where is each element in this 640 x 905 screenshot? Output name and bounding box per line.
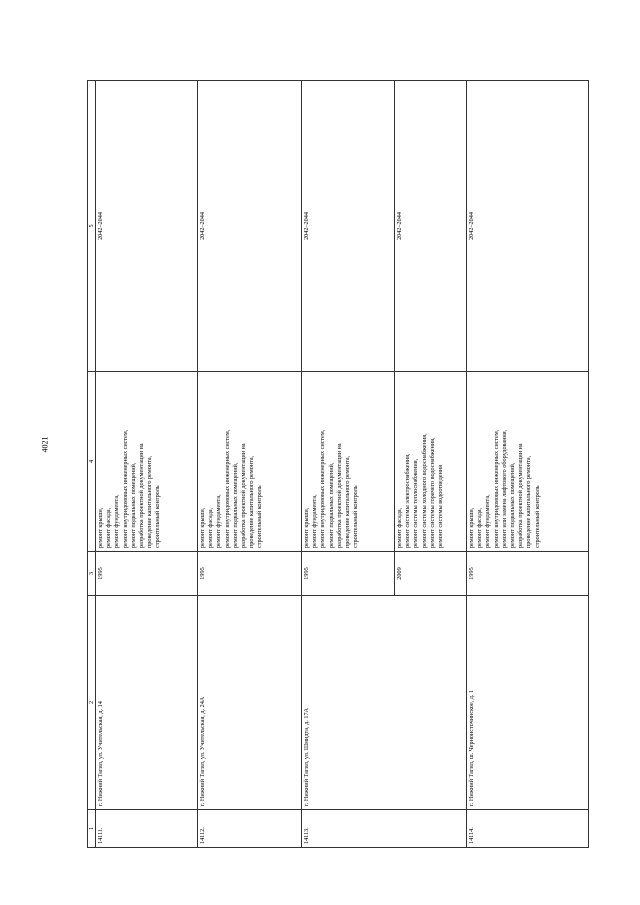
works-cell bbox=[395, 372, 467, 552]
work-item: ремонт крыши, bbox=[199, 507, 206, 548]
work-item: строительный контроль bbox=[533, 485, 541, 548]
works-cell bbox=[467, 372, 589, 552]
works-cell bbox=[198, 372, 302, 552]
header-row bbox=[88, 81, 96, 848]
period-cell: 2042–2044 bbox=[96, 81, 198, 372]
work-item: ремонт системы горячего водоснабжения, bbox=[428, 437, 436, 548]
work-item: разработка проектной документации на bbox=[239, 443, 247, 548]
work-item: ремонт подвальных помещений, bbox=[231, 462, 239, 548]
work-item: ремонт системы электроснабжения, bbox=[404, 453, 412, 548]
work-item: ремонт внутридомовых инженерных систем, bbox=[223, 429, 231, 548]
work-item: разработка проектной документации на bbox=[137, 443, 145, 548]
column-header-1: 1 bbox=[88, 810, 96, 848]
work-item: ремонт крыши, bbox=[97, 507, 104, 548]
work-item: строительный контроль bbox=[352, 485, 360, 548]
work-item: ремонт подвальных помещений, bbox=[327, 462, 335, 548]
table-row bbox=[96, 81, 198, 848]
work-item: проведение капитального ремонта, bbox=[248, 455, 256, 548]
row-number: 14111. bbox=[96, 810, 198, 848]
year-cell: 1995 bbox=[302, 552, 395, 596]
work-item: ремонт фундамента, bbox=[215, 494, 223, 548]
repair-schedule-table bbox=[87, 80, 589, 848]
column-header-5: 5 bbox=[88, 81, 96, 372]
work-item: ремонт подвальных помещений, bbox=[508, 462, 516, 548]
table-row bbox=[302, 81, 395, 848]
table-row bbox=[198, 81, 302, 848]
work-item: ремонт фундамента, bbox=[113, 494, 121, 548]
address-cell: г. Нижний Тагил, ул. Учительская, д. 24А bbox=[198, 596, 302, 810]
work-item: разработка проектной документации на bbox=[335, 443, 343, 548]
work-item: ремонт или замена лифтового оборудования, bbox=[500, 429, 508, 548]
address-cell: г. Нижний Тагил, ул. Учительская, д. 14 bbox=[96, 596, 198, 810]
work-item: разработка проектной документации на bbox=[517, 443, 525, 548]
work-item: проведение капитального ремонта, bbox=[525, 455, 533, 548]
page-number: 4021 bbox=[40, 436, 50, 453]
work-item: ремонт крыши, bbox=[468, 507, 475, 548]
row-number: 14113. bbox=[302, 810, 467, 848]
row-number: 14112. bbox=[198, 810, 302, 848]
work-item: ремонт внутридомовых инженерных систем, bbox=[492, 429, 500, 548]
year-cell: 1995 bbox=[467, 552, 589, 596]
work-item: ремонт системы водоотведения bbox=[436, 465, 444, 548]
year-cell: 2009 bbox=[395, 552, 467, 596]
table-row bbox=[467, 81, 589, 848]
period-cell: 2042–2044 bbox=[198, 81, 302, 372]
work-item: ремонт крыши, bbox=[303, 507, 310, 548]
work-item: ремонт фасада, bbox=[396, 507, 403, 548]
address-cell: г. Нижний Тагил, ш. Черноисточинское, д. 1 bbox=[467, 596, 589, 810]
period-cell: 2042–2044 bbox=[302, 81, 395, 372]
work-item: ремонт фундамента, bbox=[484, 494, 492, 548]
address-cell: г. Нижний Тагил, ул. Шмидта, д. 17А bbox=[302, 596, 467, 810]
column-header-4: 4 bbox=[88, 372, 96, 552]
table-container bbox=[87, 81, 588, 848]
work-item: ремонт фасада, bbox=[105, 507, 113, 548]
work-item: ремонт фасада, bbox=[207, 507, 215, 548]
work-item: ремонт фундамента, bbox=[311, 494, 319, 548]
table-header bbox=[88, 81, 96, 848]
work-item: ремонт системы теплоснабжения, bbox=[412, 458, 420, 548]
column-header-3: 3 bbox=[88, 552, 96, 596]
work-item: ремонт системы холодного водоснабжения, bbox=[420, 433, 428, 548]
year-cell: 1995 bbox=[198, 552, 302, 596]
row-number: 14114. bbox=[467, 810, 589, 848]
period-cell: 2042–2044 bbox=[467, 81, 589, 372]
works-cell bbox=[302, 372, 395, 552]
year-cell: 1995 bbox=[96, 552, 198, 596]
work-item: строительный контроль bbox=[256, 485, 264, 548]
works-cell bbox=[96, 372, 198, 552]
work-item: проведение капитального ремонта, bbox=[146, 455, 154, 548]
work-item: ремонт фасада, bbox=[476, 507, 484, 548]
work-item: проведение капитального ремонта, bbox=[343, 455, 351, 548]
table-body bbox=[96, 81, 589, 848]
work-item: ремонт подвальных помещений, bbox=[129, 462, 137, 548]
work-item: ремонт внутридомовых инженерных систем, bbox=[319, 429, 327, 548]
work-item: ремонт внутридомовых инженерных систем, bbox=[121, 429, 129, 548]
period-cell: 2042–2044 bbox=[395, 81, 467, 372]
work-item: строительный контроль bbox=[154, 485, 162, 548]
column-header-2: 2 bbox=[88, 596, 96, 810]
